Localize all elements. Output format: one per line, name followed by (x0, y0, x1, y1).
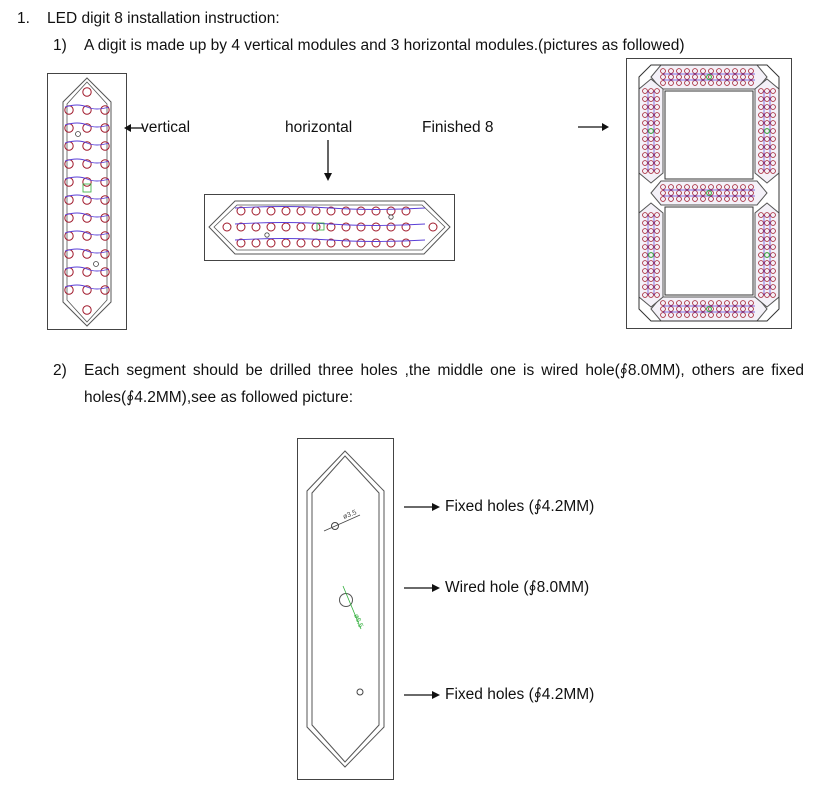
led (267, 223, 275, 231)
finished-digit-picture (626, 58, 792, 329)
segment-outline-inner (312, 456, 379, 762)
step2-text: Each segment should be drilled three holes ,the middle one is wired hole(∮8.0MM), others are fixed holes(∮4.2MM),see as followed picture: (84, 362, 804, 406)
mount-hole (76, 132, 81, 137)
led (342, 223, 350, 231)
led (342, 207, 350, 215)
led (429, 223, 437, 231)
fixed-holes-top-label: Fixed holes (∮4.2MM) (445, 498, 595, 515)
led (387, 207, 395, 215)
horizontal-module-drawing (205, 195, 454, 260)
fixed-hole-top-leader (324, 515, 360, 531)
vertical-arrow (124, 122, 144, 134)
fixed-hole-bottom (357, 689, 363, 695)
vertical-module-picture (47, 73, 127, 330)
step1-number: 1) (53, 37, 67, 54)
segment-outline-outer (63, 78, 111, 326)
led (342, 239, 350, 247)
vertical-module-drawing (48, 74, 126, 329)
led (312, 239, 320, 247)
finished-digit-drawing (627, 59, 791, 328)
led (267, 207, 275, 215)
horizontal-label: horizontal (285, 119, 353, 136)
led (83, 306, 91, 314)
led (282, 239, 290, 247)
section-number: 1. (17, 10, 30, 27)
led (83, 88, 91, 96)
section-title: LED digit 8 installation instruction: (47, 10, 280, 27)
led (282, 223, 290, 231)
hole-diagram-picture (297, 438, 394, 780)
led (387, 239, 395, 247)
led (372, 223, 380, 231)
led (282, 207, 290, 215)
led (252, 223, 260, 231)
horizontal-module-picture (204, 194, 455, 261)
wired-hole-label: Wired hole (∮8.0MM) (445, 579, 590, 596)
wired-arrow (404, 582, 440, 594)
upper-window (665, 91, 753, 179)
led (402, 239, 410, 247)
led (312, 207, 320, 215)
finished-label: Finished 8 (422, 119, 494, 136)
led (252, 207, 260, 215)
step1-text: A digit is made up by 4 vertical modules and 3 horizontal modules.(pictures as followed) (84, 37, 685, 54)
led (402, 223, 410, 231)
mount-hole (94, 262, 99, 267)
led (357, 239, 365, 247)
vertical-label: vertical (141, 119, 191, 136)
fixed-hole-top-dimension: ø3.5 (342, 509, 358, 521)
led (372, 207, 380, 215)
hole-diagram-drawing (298, 439, 393, 779)
led (372, 239, 380, 247)
fixed-holes-bottom-label: Fixed holes (∮4.2MM) (445, 686, 595, 703)
horizontal-arrow (322, 140, 334, 182)
fixed-bottom-arrow (404, 689, 440, 701)
led (297, 223, 305, 231)
led (297, 239, 305, 247)
wired-hole-dimension: ø6.5 (352, 613, 364, 629)
segment-outline-outer (307, 451, 384, 767)
led (357, 223, 365, 231)
mount-hole (265, 233, 269, 237)
led (387, 223, 395, 231)
led (357, 207, 365, 215)
led (402, 207, 410, 215)
led (297, 207, 305, 215)
led (267, 239, 275, 247)
finished-arrow (578, 121, 610, 133)
fixed-top-arrow (404, 501, 440, 513)
led (252, 239, 260, 247)
step2-number: 2) (53, 362, 67, 379)
lower-window (665, 207, 753, 295)
led (223, 223, 231, 231)
